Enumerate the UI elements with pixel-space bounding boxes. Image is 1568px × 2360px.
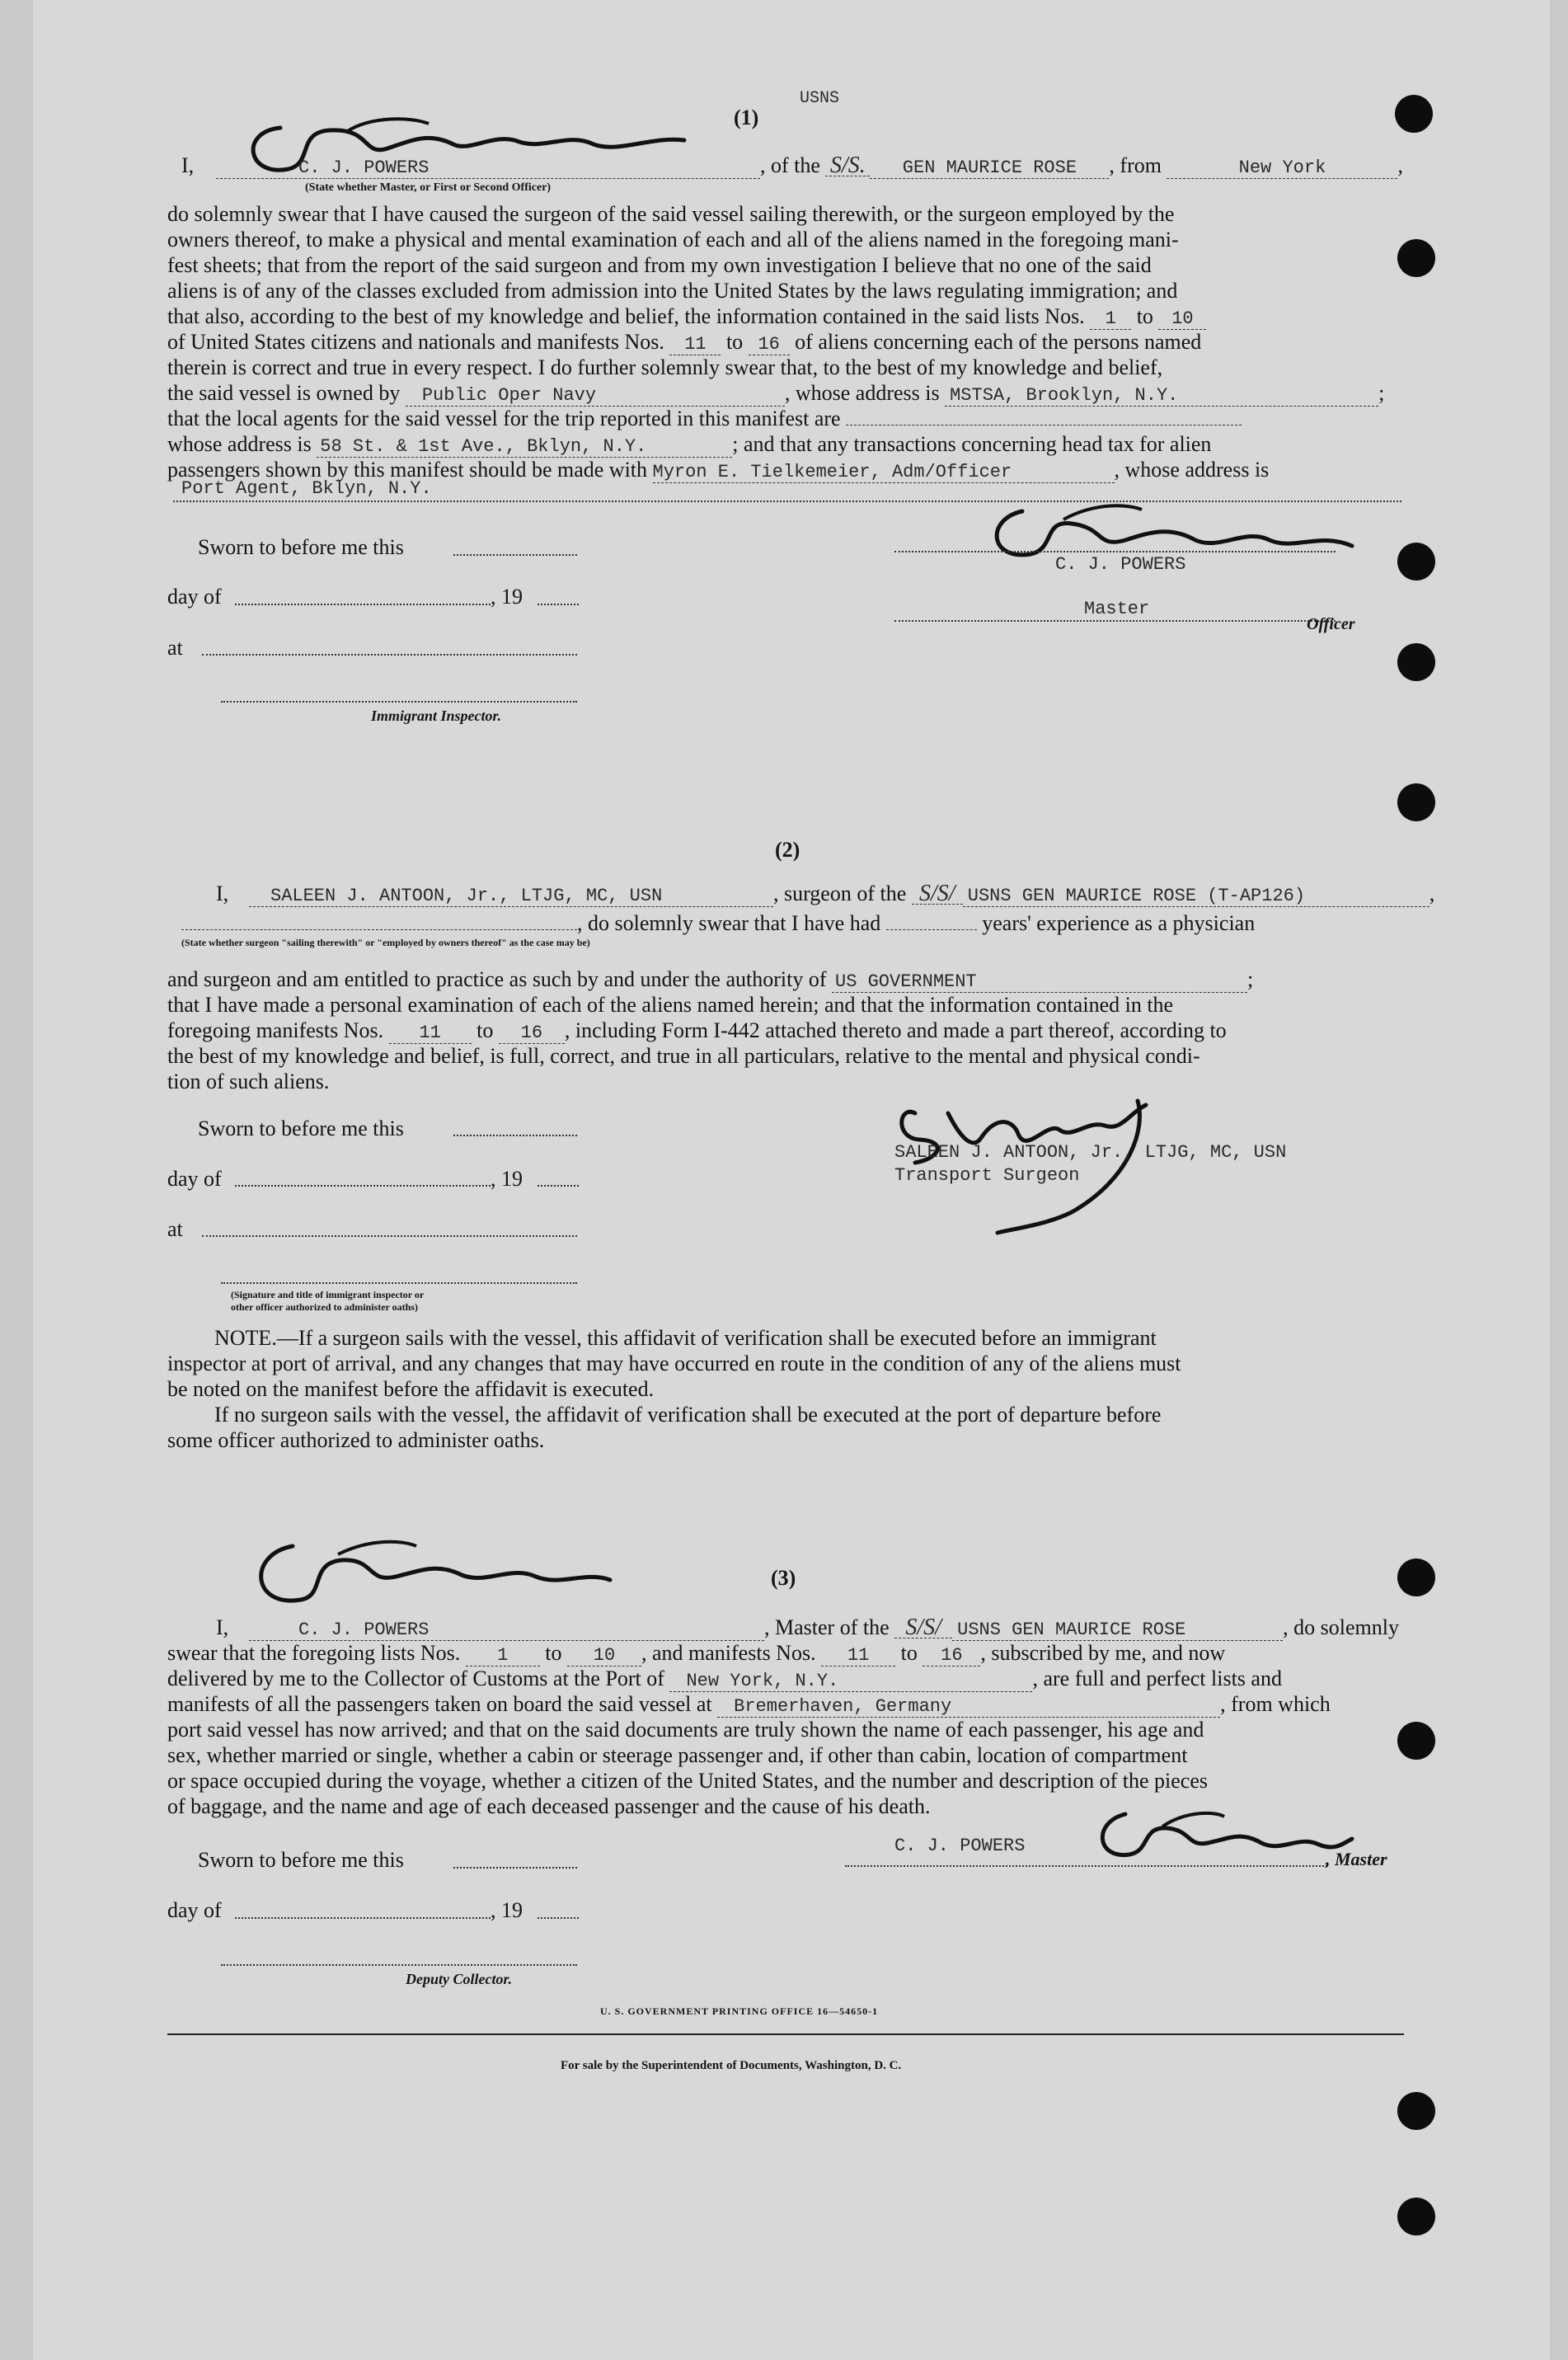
oath-line: , whose address is xyxy=(1114,458,1270,482)
oath-line: that I have made a personal examination of each of the aliens named herein; and that the information contained in the xyxy=(167,993,1174,1017)
usns-insert: USNS xyxy=(800,89,840,108)
master-of-label: , Master of the xyxy=(764,1615,890,1639)
master-name-field: C. J. POWERS xyxy=(249,1620,764,1641)
sworn-date-line xyxy=(453,1867,577,1869)
oath-line: delivered by me to the Collector of Customs at the Port of xyxy=(167,1667,664,1690)
note-text: be noted on the manifest before the affidavit is executed. xyxy=(167,1377,655,1401)
year-line xyxy=(538,1185,579,1187)
owner-field: Public Oper Navy xyxy=(406,386,785,407)
day-of-line xyxy=(235,604,491,605)
master-note: (State whether Master, or First or Second Officer) xyxy=(305,181,552,194)
day-of-line xyxy=(235,1185,491,1187)
manifests-from-field: 11 xyxy=(821,1646,895,1667)
sworn-label: Sworn to before me this xyxy=(198,1848,404,1872)
day-of-label: day of xyxy=(167,1167,222,1191)
punch-hole xyxy=(1397,239,1435,277)
surgeon-status-field xyxy=(181,929,577,930)
immigrant-inspector-label: Immigrant Inspector. xyxy=(371,708,502,724)
deputy-collector-label: Deputy Collector. xyxy=(406,1971,512,1987)
semicolon: ; xyxy=(1378,381,1385,405)
master-typed-name: C. J. POWERS xyxy=(894,1836,1026,1856)
sworn-label: Sworn to before me this xyxy=(198,1117,404,1140)
sworn-date-line xyxy=(453,554,577,556)
punch-hole xyxy=(1397,2198,1435,2235)
to-label: to xyxy=(477,1018,494,1042)
lists-to-field: 10 xyxy=(1158,309,1206,330)
to-label: to xyxy=(545,1641,562,1665)
agent-address-field: 58 St. & 1st Ave., Bklyn, N.Y. xyxy=(317,437,732,458)
master-signature xyxy=(231,1526,618,1616)
master-name-field: C. J. POWERS xyxy=(216,158,760,179)
surgeon-title: Transport Surgeon xyxy=(894,1165,1080,1186)
section-number: (1) xyxy=(734,106,759,129)
surgeon-note: (State whether surgeon "sailing therewith" or "employed by owners thereof" as the case may be) xyxy=(181,937,590,948)
oath-line: , whose address is xyxy=(784,381,940,405)
oath-line: that also, according to the best of my knowledge and belief, the information contained in the said lists Nos. xyxy=(167,304,1085,328)
oath-line: do solemnly swear that I have caused the surgeon of the said vessel sailing therewith, or the surgeon employed by the xyxy=(167,202,1175,226)
master-label: , Master xyxy=(1326,1849,1387,1869)
at-line xyxy=(202,654,577,656)
sworn-label: Sworn to before me this xyxy=(198,535,404,559)
vessel-name-field: USNS GEN MAURICE ROSE xyxy=(952,1620,1283,1641)
oath-line: manifests of all the passengers taken on board the said vessel at xyxy=(167,1692,712,1716)
oath-line: or space occupied during the voyage, whether a citizen of the United States, and the number and description of the pieces xyxy=(167,1769,1209,1793)
oath-line: whose address is xyxy=(167,432,312,456)
oath-line: owners thereof, to make a physical and mental examination of each and all of the aliens named in the foregoing mani- xyxy=(167,228,1179,252)
oath-line: , from which xyxy=(1220,1692,1331,1716)
sale-notice: For sale by the Superintendent of Documents, Washington, D. C. xyxy=(561,2059,902,2072)
officer-signature-line xyxy=(221,1282,577,1284)
year-label: , 19 xyxy=(491,1167,523,1191)
punch-hole xyxy=(1397,1558,1435,1596)
oath-line: passengers shown by this manifest should be made with xyxy=(167,458,648,482)
section-number: (2) xyxy=(775,838,800,862)
note-text: some officer authorized to administer oaths. xyxy=(167,1428,545,1452)
punch-hole xyxy=(1397,543,1435,581)
oath-line: , subscribed by me, and now xyxy=(980,1641,1226,1665)
manifests-from-field: 11 xyxy=(669,335,721,355)
punch-hole xyxy=(1397,1722,1435,1760)
vessel-name-field: USNS GEN MAURICE ROSE (T-AP126) xyxy=(963,886,1430,907)
i-label: I, xyxy=(181,153,195,177)
head-tax-contact-field: Myron E. Tielkemeier, Adm/Officer xyxy=(653,463,1115,483)
oath-line: the best of my knowledge and belief, is full, correct, and true in all particulars, relative to the mental and physical condi- xyxy=(167,1044,1200,1068)
gpo-imprint: U. S. GOVERNMENT PRINTING OFFICE 16—54650-1 xyxy=(600,2005,879,2017)
oath-line: tion of such aliens. xyxy=(167,1070,330,1093)
manifests-from-field: 11 xyxy=(389,1023,472,1044)
of-the-label: , of the xyxy=(760,153,820,177)
oath-line: of United States citizens and nationals and manifests Nos. xyxy=(167,330,664,354)
oath-line: of baggage, and the name and age of each deceased passenger and the cause of his death. xyxy=(167,1794,931,1818)
to-label: to xyxy=(725,330,744,354)
master-typed-name: C. J. POWERS xyxy=(1055,554,1186,575)
oath-line: years' experience as a physician xyxy=(982,911,1256,935)
oath-line: that the local agents for the said vessel for the trip reported in this manifest are xyxy=(167,407,841,430)
day-of-label: day of xyxy=(167,1898,222,1922)
ss-field: S/S/ xyxy=(894,1618,952,1638)
semicolon: ; xyxy=(1247,967,1254,991)
collector-signature-line xyxy=(221,1964,577,1966)
to-label: to xyxy=(1136,304,1153,328)
oath-line: aliens is of any of the classes excluded from admission into the United States by the laws regulating immigration; and xyxy=(167,279,1178,303)
oath-line: , are full and perfect lists and xyxy=(1032,1667,1282,1690)
oath-line: , and manifests Nos. xyxy=(641,1641,816,1665)
lists-to-field: 10 xyxy=(567,1646,641,1667)
to-label: to xyxy=(900,1641,918,1665)
master-signature-line xyxy=(894,551,1336,552)
day-of-line xyxy=(235,1917,491,1919)
punch-hole xyxy=(1397,783,1435,821)
sworn-date-line xyxy=(453,1135,577,1136)
oath-line: , do solemnly swear that I have had xyxy=(577,911,881,935)
surgeon-signature xyxy=(882,1080,1179,1245)
oath-line: and surgeon and am entitled to practice as such by and under the authority of xyxy=(167,967,827,991)
head-tax-address: Port Agent, Bklyn, N.Y. xyxy=(181,478,432,499)
master-title-line xyxy=(894,620,1336,622)
i-label: I, xyxy=(216,1615,229,1639)
oath-line: the said vessel is owned by xyxy=(167,381,401,405)
day-of-label: day of xyxy=(167,585,222,609)
master-signature xyxy=(1084,1802,1356,1868)
oath-line: fest sheets; that from the report of the said surgeon and from my own investigation I believe that no one of the said xyxy=(167,253,1152,277)
section-number: (3) xyxy=(771,1566,796,1590)
manifests-to-field: 16 xyxy=(922,1646,980,1667)
owner-address-field: MSTSA, Brooklyn, N.Y. xyxy=(945,386,1378,407)
oath-line: port said vessel has now arrived; and that on the said documents are truly shown the name of each passenger, his age and xyxy=(167,1718,1204,1742)
from-port-field: New York xyxy=(1167,158,1397,179)
officer-label: Officer xyxy=(1307,615,1355,633)
i-label: I, xyxy=(216,881,229,905)
at-label: at xyxy=(167,636,183,660)
comma: , xyxy=(1429,881,1435,905)
oath-line: foregoing manifests Nos. xyxy=(167,1018,384,1042)
port-field: New York, N.Y. xyxy=(669,1671,1032,1692)
master-title: Master xyxy=(1084,599,1150,619)
oath-line: , including Form I-442 attached thereto and made a part thereof, according to xyxy=(564,1018,1227,1042)
year-label: , 19 xyxy=(491,1898,523,1922)
note-text: NOTE.—If a surgeon sails with the vessel, this affidavit of verification shall be executed before an immigrant xyxy=(214,1326,1157,1350)
at-line xyxy=(202,1235,577,1237)
note-text: If no surgeon sails with the vessel, the affidavit of verification shall be executed at the port of departure before xyxy=(214,1403,1162,1427)
oath-line: ; and that any transactions concerning head tax for alien xyxy=(732,432,1212,456)
punch-hole xyxy=(1395,95,1433,133)
surgeon-name-field: SALEEN J. ANTOON, Jr., LTJG, MC, USN xyxy=(249,886,773,907)
years-experience-field xyxy=(886,929,977,930)
authority-field: US GOVERNMENT xyxy=(832,972,1247,993)
note-text: inspector at port of arrival, and any changes that may have occurred en route in the condition of any of the aliens must xyxy=(167,1352,1181,1375)
punch-hole xyxy=(1397,643,1435,681)
footer-rule xyxy=(167,2033,1404,2035)
year-line xyxy=(538,1917,579,1919)
from-label: , from xyxy=(1109,153,1162,177)
punch-hole xyxy=(1397,2092,1435,2130)
lists-from-field: 1 xyxy=(466,1646,540,1667)
oath-line: , do solemnly xyxy=(1283,1615,1399,1639)
ss-field: S/S. xyxy=(825,156,870,176)
at-label: at xyxy=(167,1217,183,1241)
year-label: , 19 xyxy=(491,585,523,609)
surgeon-of-label: , surgeon of the xyxy=(773,881,907,905)
surgeon-typed-name: SALEEN J. ANTOON, Jr., LTJG, MC, USN xyxy=(894,1142,1287,1163)
oath-line: therein is correct and true in every respect. I do further solemnly swear that, to the best of my knowledge and belief, xyxy=(167,355,1163,379)
lists-from-field: 1 xyxy=(1090,309,1131,330)
signature-note: (Signature and title of immigrant inspector or xyxy=(231,1289,425,1300)
oath-line: sex, whether married or single, whether a cabin or steerage passenger and, if other than cabin, location of compartment xyxy=(167,1743,1188,1767)
vessel-name-field: GEN MAURICE ROSE xyxy=(870,158,1109,179)
manifests-to-field: 16 xyxy=(749,335,790,355)
manifest-page: USNS (1) I, C. J. POWERS , of the S/S. GEN MAURICE ROSE , from New York , (State whether Master, or First or Second Officer) do solemnly swear that I have caused the surgeon of the said vessel sailing therewith, or the surgeon employed by the owners thereof, to make a physical and mental examination of each and all of the aliens named in the foregoing mani- fest sheets; that from the report of the said surgeon and from my own investigation I believe that no one of the said aliens is of any of the classes excluded from admission into the United States by the laws regulating immigration; and that also, according to the best of my knowledge and belief, the information contained in the said lists Nos. 1 to 10 of United States citizens and nationals and manifests Nos. 11 to 16 of aliens concerning each of the persons named therein is correct and true in every respect. I do further solemnly swear that, to the best of my knowledge and belief, the said vessel is owned by Public Oper Navy , whose address is MSTSA, Brooklyn, N.Y. ; that the local agents for the said vessel for the trip reported in this manifest are whose address is 58 St. & 1st Ave., Bklyn, N.Y. ; and that any transactions concerning head tax for alien passengers shown by this manifest should be made with Myron E. Tielkemeier, Adm/Officer , whose address is Port Agent, Bklyn, N.Y. Sworn to before me this day of , 19 at Immigrant Inspector. C. J. POWERS Master Officer (2) I, SALEEN J. ANTOON, Jr., LTJG, MC, USN , surgeon of the S/S/ USNS GEN MAURICE ROSE (T-AP126) , , do solemnly swear that I have had years' experience as a physician (State whether surgeon "sailing therewith" or "employed by owners thereof" as the case may be) and surgeon and am entitled to practice as such by and under the authority of US GOVERNMENT ; that I have made a personal examination of each of the aliens named herein; and that the information contained in the foregoing manifests Nos. 11 to 16 , including Form I-442 attached thereto and made a part thereof, according to the best of my knowledge and belief, is full, correct, and true in all particulars, relative to the mental and physical condi- tion of such aliens. Sworn to before me this day of , 19 at (Signature and title of immigrant inspector or other officer authorized to administer oaths) SALEEN J. ANTOON, Jr., LTJG, MC, USN Transport Surgeon NOTE.—If a surgeon sails with the vessel, this affidavit of verification shall be executed before an immigrant inspector at port of arrival, and any changes that may have occurred en route in the condition of any of the aliens must be noted on the manifest before the affidavit is executed. If no surgeon sails with the vessel, the affidavit of verification shall be executed at the port of departure before some officer authorized to administer oaths. (3) I, C. J. POWERS , Master of the S/S/ USNS GEN MAURICE ROSE , do solemnly swear that the foregoing lists Nos. 1 to 10 , and manifests Nos. 11 to 16 , subscribed by me, and now delivered by me to the Collector of Customs at the Port of New York, N.Y. , are full and perfect lists and manifests of all the passengers taken on board the said vessel at Bremerhaven, Germany , from which port said vessel has now arrived; and that on the said documents are truly shown the name of each passenger, his age and sex, whether married or single, whether a cabin or steerage passenger and, if other than cabin, location of compartment or space occupied during the voyage, whether a citizen of the United States, and the number and description of the pieces of baggage, and the name and age of each deceased passenger and the cause of his death. Sworn to before me this day of , 19 Deputy Collector. C. J. POWERS , Master U. S. GOVERNMENT PRINTING OFFICE 16—54650-1 For sale by the Superintendent of Documents, Washington, D. C. xyxy=(33,0,1550,2360)
oath-line: swear that the foregoing lists Nos. xyxy=(167,1641,461,1665)
master-signature-line xyxy=(845,1865,1327,1867)
year-line xyxy=(538,604,579,605)
oath-line: of aliens concerning each of the persons named xyxy=(795,330,1202,354)
inspector-signature-line xyxy=(221,701,577,703)
ss-field: S/S/ xyxy=(912,884,963,905)
signature-note: other officer authorized to administer oaths) xyxy=(231,1301,418,1313)
embark-port-field: Bremerhaven, Germany xyxy=(717,1697,1220,1718)
manifests-to-field: 16 xyxy=(499,1023,565,1044)
